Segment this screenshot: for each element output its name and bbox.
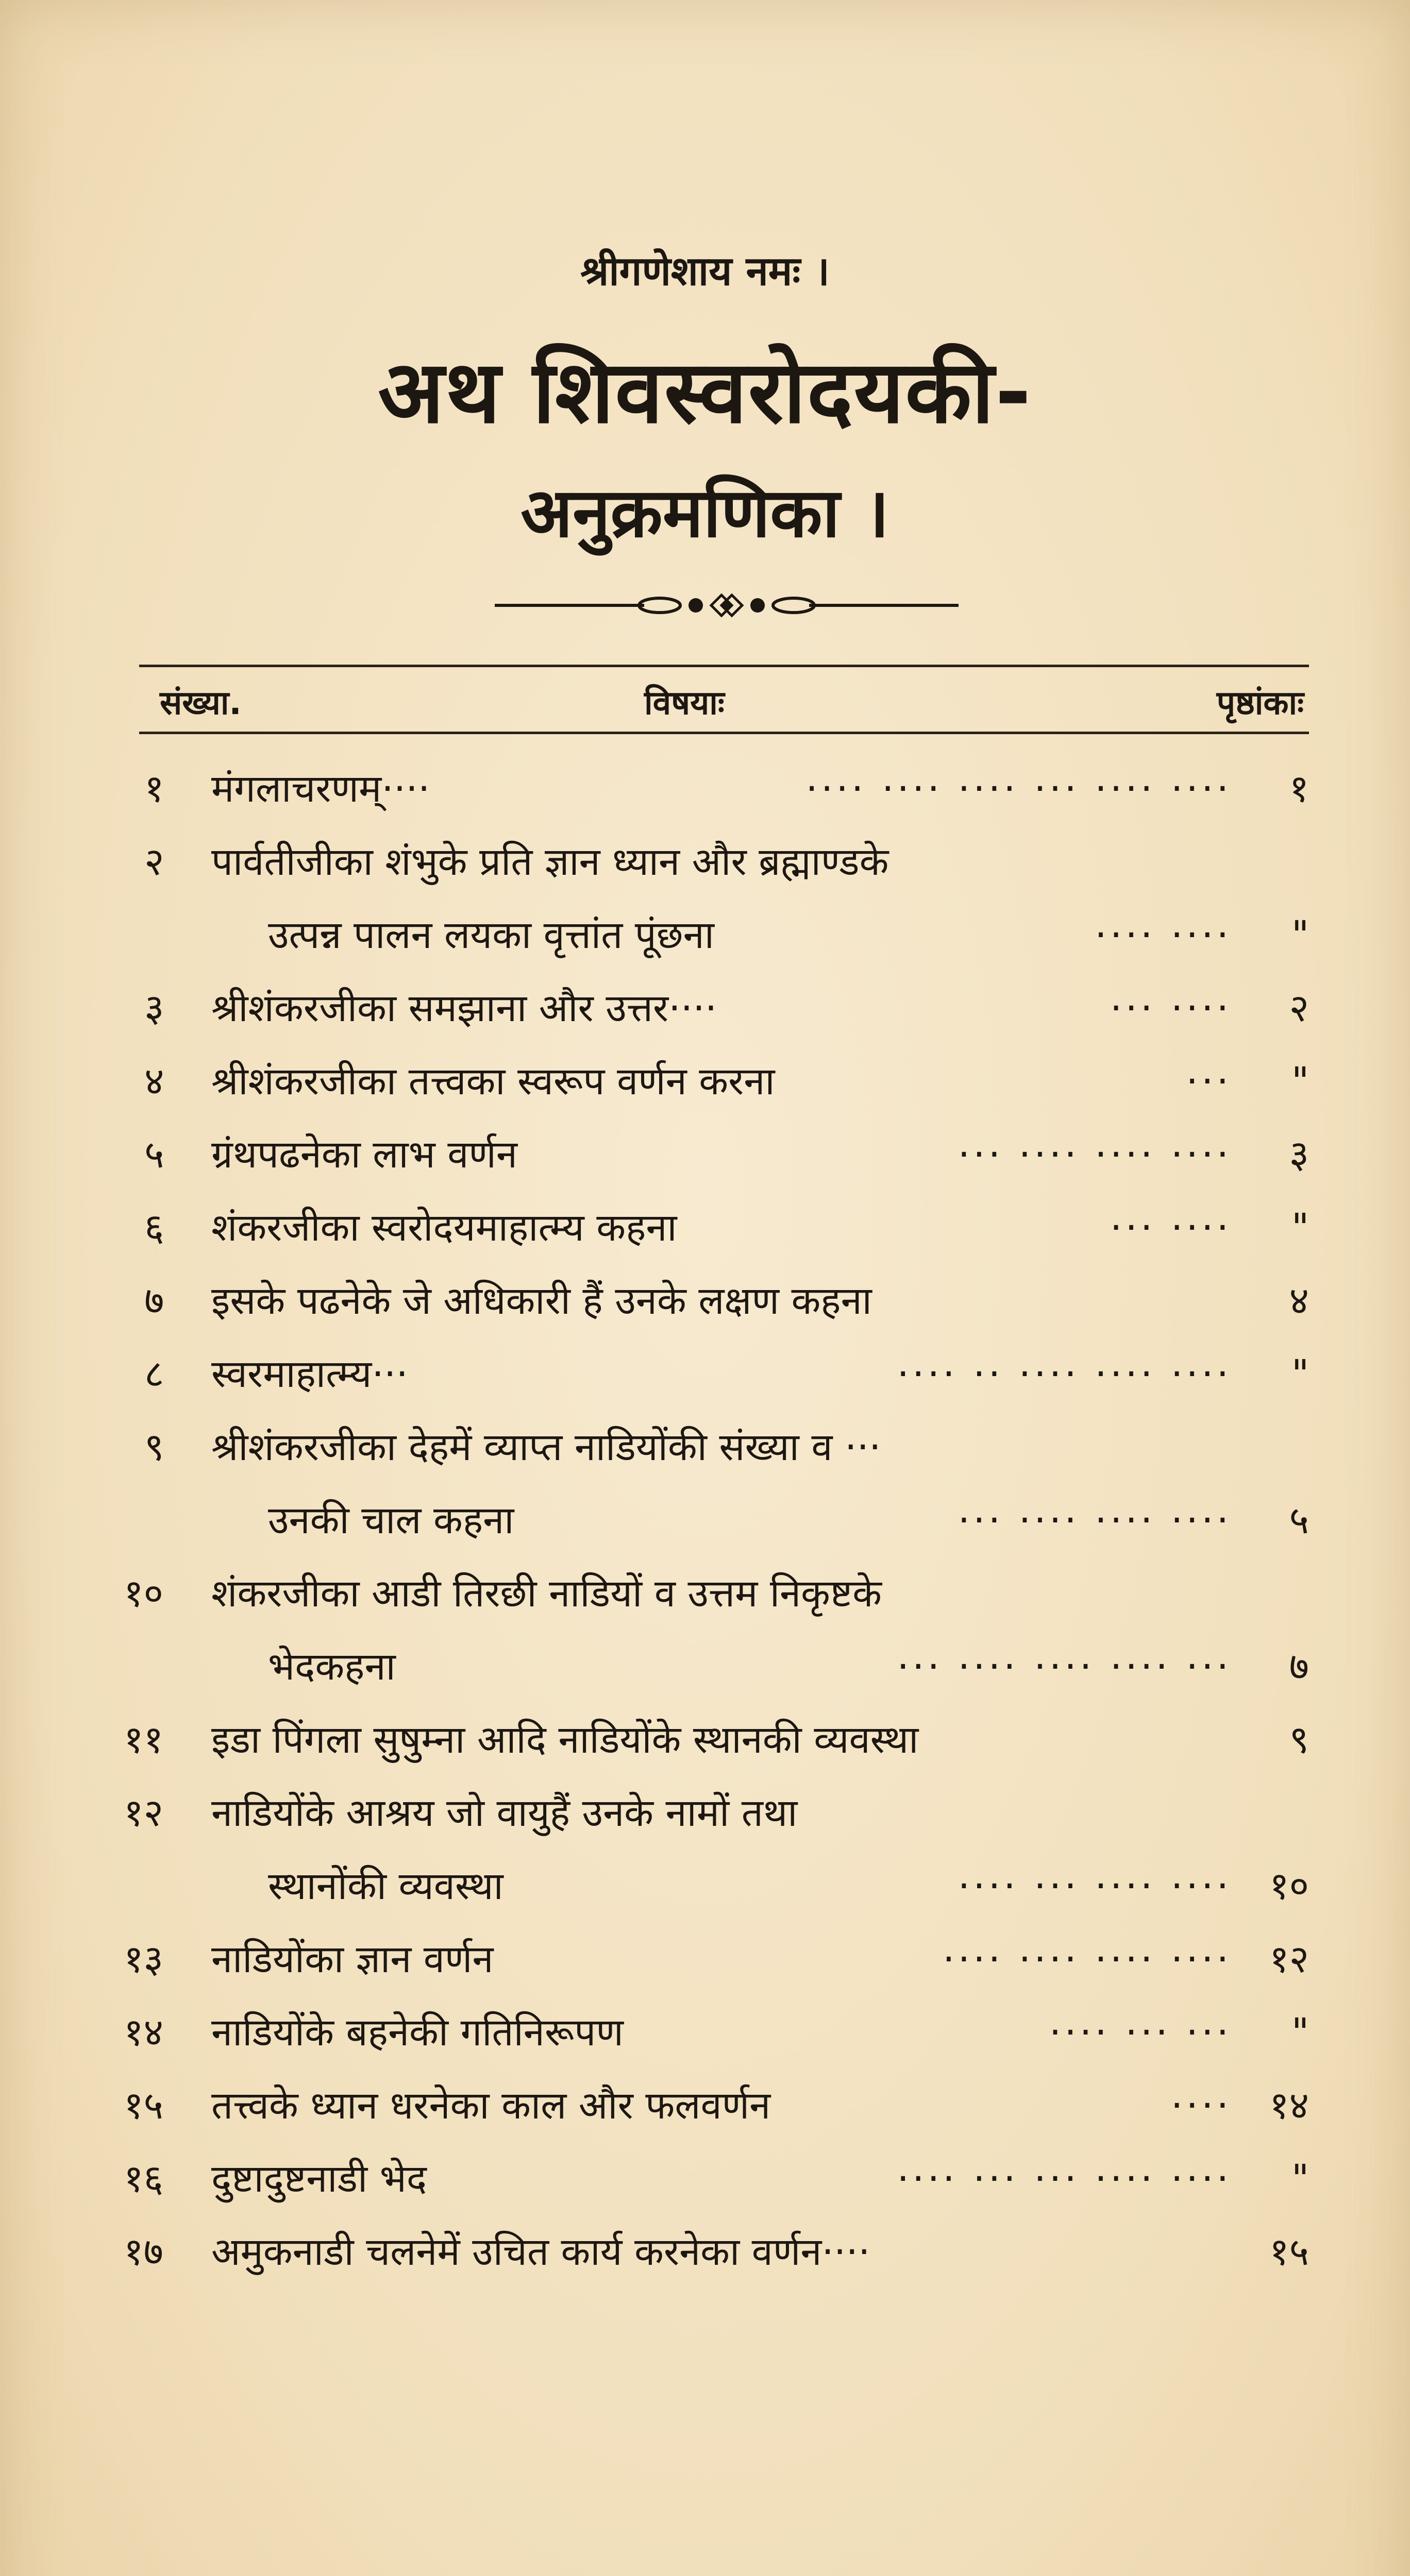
entry-line [124, 1557, 1309, 1630]
list-item [124, 1045, 1309, 1118]
table-top-rule [139, 665, 1309, 667]
entry-number: ३ [144, 986, 164, 1030]
list-item [124, 1118, 1309, 1191]
column-page-label: पृष्ठांकाः [1216, 684, 1304, 722]
entry-page-number: " [1291, 2010, 1309, 2055]
entry-number: ८ [144, 1352, 164, 1396]
leader-dots: ···· ···· [1095, 913, 1232, 957]
entry-subject: उत्पन्न पालन लयका वृत्तांत पूंछना [268, 913, 714, 957]
entry-line [124, 1264, 1309, 1337]
entry-subject: श्रीशंकरजीका देहमें व्याप्त नाडियोंकी संख्या व ··· [211, 1425, 881, 1469]
entry-number: ५ [144, 1132, 164, 1177]
entry-number: ११ [124, 1718, 163, 1762]
entry-subject: स्वरमाहात्म्य··· [211, 1352, 408, 1396]
entry-line [124, 1191, 1309, 1264]
entry-subject: श्रीशंकरजीका समझाना और उत्तर···· [211, 986, 717, 1030]
entry-number: १६ [124, 2157, 163, 2201]
entry-subject: शंकरजीका आडी तिरछी नाडियों व उत्तम निकृष्टके [211, 1571, 882, 1616]
list-item [124, 972, 1309, 1045]
entry-number: १ [144, 767, 164, 811]
entry-subject: दुष्टादुष्टनाडी भेद [211, 2157, 427, 2201]
entry-line [124, 1923, 1309, 1996]
entry-subject: नाडियोंके आश्रय जो वायुहैं उनके नामों तथा [211, 1791, 798, 1835]
entry-number: ६ [144, 1206, 164, 1250]
entry-line [124, 2069, 1309, 2142]
list-item [124, 1411, 1309, 1557]
entry-page-number: " [1291, 1059, 1309, 1104]
entry-page-number: २ [1289, 986, 1309, 1030]
entry-number: १२ [124, 1791, 163, 1835]
list-item [124, 825, 1309, 972]
list-item [124, 1703, 1309, 1776]
leader-dots: ···· ··· ···· ···· [958, 1864, 1232, 1908]
entry-subject: ग्रंथपढनेका लाभ वर्णन [211, 1132, 517, 1177]
entry-line [124, 752, 1309, 825]
entry-line [124, 1045, 1309, 1118]
entry-subject: नाडियोंका ज्ञान वर्णन [211, 1937, 494, 1981]
leader-dots: ··· ···· ···· ···· [958, 1132, 1232, 1177]
list-item [124, 1776, 1309, 1923]
entry-subject: श्रीशंकरजीका तत्त्वका स्वरूप वर्णन करना [211, 1059, 775, 1104]
entry-page-number: १२ [1269, 1937, 1309, 1981]
entry-subject: इडा पिंगला सुषुम्ना आदि नाडियोंके स्थानकी व्यवस्था [211, 1718, 919, 1762]
entry-line [124, 1776, 1309, 1850]
entry-subject: इसके पढनेके जे अधिकारी हैं उनके लक्षण कहना [211, 1279, 872, 1323]
list-item [124, 2142, 1309, 2215]
entry-page-number: ७ [1289, 1645, 1309, 1689]
entry-line [124, 1118, 1309, 1191]
entry-page-number: १५ [1269, 2230, 1309, 2274]
entry-page-number: १४ [1269, 2083, 1309, 2128]
entry-number: ९ [144, 1425, 164, 1469]
entry-line [124, 1411, 1309, 1484]
entry-subject: अमुकनाडी चलनेमें उचित कार्य करनेका वर्णन···· [211, 2230, 870, 2274]
list-item [124, 752, 1309, 825]
leader-dots: ···· ··· ··· ···· ···· [897, 2157, 1232, 2201]
entry-page-number: ९ [1289, 1718, 1309, 1762]
entry-page-number: " [1291, 2157, 1309, 2201]
table-header-rule [139, 732, 1309, 734]
leader-dots: ···· ···· ···· ··· ···· ···· [805, 767, 1232, 811]
leader-dots: ···· ··· ··· [1049, 2010, 1232, 2055]
entry-line [124, 1996, 1309, 2069]
entry-page-number: १ [1289, 767, 1309, 811]
entry-page-number: ५ [1289, 1498, 1309, 1543]
entry-page-number: ३ [1289, 1132, 1309, 1177]
entry-subject: मंगलाचरणम्···· [211, 767, 430, 811]
list-item [124, 2215, 1309, 2289]
entry-subject: नाडियोंके बहनेकी गतिनिरूपण [211, 2010, 624, 2055]
entry-subject: स्थानोंकी व्यवस्था [268, 1864, 503, 1908]
entry-subject: तत्त्वके ध्यान धरनेका काल और फलवर्णन [211, 2083, 771, 2128]
entry-line [124, 1630, 1309, 1703]
list-item [124, 1264, 1309, 1337]
leader-dots: ··· [1186, 1059, 1232, 1104]
leader-dots: ··· ···· ···· ···· ··· [897, 1645, 1232, 1689]
list-item [124, 1923, 1309, 1996]
entry-number: १७ [124, 2230, 163, 2274]
column-header [139, 670, 1309, 726]
entry-line [124, 2215, 1309, 2289]
leader-dots: ··· ···· [1110, 1206, 1232, 1250]
entry-line [124, 1484, 1309, 1557]
entry-subject: शंकरजीका स्वरोदयमाहात्म्य कहना [211, 1206, 677, 1250]
list-item [124, 2069, 1309, 2142]
leader-dots: ··· ···· [1110, 986, 1232, 1030]
entry-page-number: १० [1269, 1864, 1309, 1908]
entry-page-number: " [1291, 1352, 1309, 1396]
ornament-divider-icon [490, 582, 964, 629]
entry-subject: पार्वतीजीका शंभुके प्रति ज्ञान ध्यान और ब्रह्माण्डके [211, 840, 889, 884]
entry-subject: भेदकहना [268, 1645, 396, 1689]
list-item [124, 1191, 1309, 1264]
entry-number: २ [144, 840, 164, 884]
invocation-line: श्रीगणेशाय नमः । [580, 248, 830, 295]
entry-line [124, 1703, 1309, 1776]
entry-number: १० [124, 1571, 163, 1616]
list-item [124, 1557, 1309, 1703]
page-title: अथ शिवस्वरोदयकी- [378, 342, 1032, 443]
entry-page-number: ४ [1289, 1279, 1309, 1323]
contents-list [124, 752, 1309, 2289]
entry-subject: उनकी चाल कहना [268, 1498, 514, 1543]
entry-number: १५ [124, 2083, 163, 2128]
leader-dots: ···· ···· ···· ···· [943, 1937, 1232, 1981]
entry-page-number: " [1291, 1206, 1309, 1250]
entry-page-number: " [1291, 913, 1309, 957]
column-subject-label: विषयाः [644, 684, 725, 722]
list-item [124, 1337, 1309, 1411]
entry-line [124, 2142, 1309, 2215]
entry-line [124, 1337, 1309, 1411]
entry-number: ४ [144, 1059, 164, 1104]
list-item [124, 1996, 1309, 2069]
leader-dots: ··· ···· ···· ···· [958, 1498, 1232, 1543]
entry-line [124, 972, 1309, 1045]
leader-dots: ···· [1170, 2083, 1232, 2128]
entry-number: १३ [124, 1937, 163, 1981]
column-number-label: संख्या. [160, 684, 242, 722]
entry-line [124, 825, 1309, 899]
page-subtitle: अनुक्रमणिका । [521, 473, 889, 553]
leader-dots: ···· ·· ···· ···· ···· [897, 1352, 1232, 1396]
entry-line [124, 899, 1309, 972]
entry-line [124, 1850, 1309, 1923]
entry-number: १४ [124, 2010, 163, 2055]
entry-number: ७ [144, 1279, 164, 1323]
